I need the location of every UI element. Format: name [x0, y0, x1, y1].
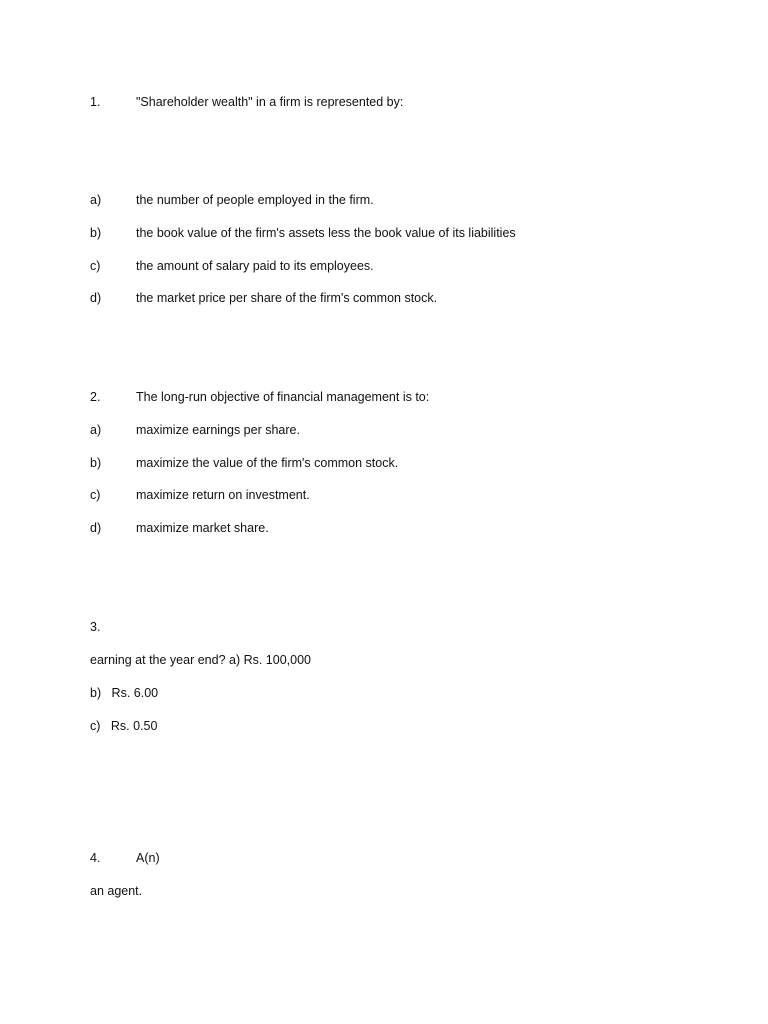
- option-2c: [90, 487, 310, 503]
- option-text: maximize earnings per share.: [136, 423, 300, 437]
- option-text: Rs. 6.00: [111, 686, 159, 700]
- option-text: the amount of salary paid to its employees.: [136, 259, 374, 273]
- option-label: d): [90, 521, 102, 535]
- option-label: a): [90, 423, 102, 437]
- option-text: the book value of the firm's assets less the book value of its liabilities: [136, 226, 516, 240]
- question-text: earning at the year end? a) Rs. 100,000: [90, 653, 311, 667]
- question-1: [90, 94, 403, 110]
- option-text: maximize return on investment.: [136, 488, 310, 502]
- question-4: [90, 850, 160, 866]
- option-1b: [90, 225, 516, 241]
- option-3c: [90, 718, 157, 734]
- question-text: A(n): [136, 851, 160, 865]
- question-text: an agent.: [90, 884, 143, 898]
- question-number: 1.: [90, 95, 101, 109]
- option-text: Rs. 0.50: [110, 719, 158, 733]
- option-label: c): [90, 488, 101, 502]
- question-3-continuation: [90, 652, 311, 668]
- option-label: b): [90, 456, 102, 470]
- option-text: maximize the value of the firm's common stock.: [136, 456, 399, 470]
- question-text: The long-run objective of financial management is to:: [136, 390, 430, 404]
- question-number: 3.: [90, 620, 101, 634]
- option-text: maximize market share.: [136, 521, 269, 535]
- question-text: "Shareholder wealth" in a firm is represented by:: [136, 95, 404, 109]
- question-number: 2.: [90, 390, 101, 404]
- option-1d: [90, 290, 437, 306]
- option-3b: [90, 685, 158, 701]
- option-1c: [90, 258, 374, 274]
- question-3: [90, 619, 136, 635]
- option-label: b): [90, 226, 102, 240]
- option-2b: [90, 455, 398, 471]
- option-label: c): [90, 719, 101, 733]
- option-label: d): [90, 291, 102, 305]
- option-2a: [90, 422, 300, 438]
- option-text: the number of people employed in the firm.: [136, 193, 374, 207]
- option-text: the market price per share of the firm's common stock.: [136, 291, 438, 305]
- option-label: c): [90, 259, 101, 273]
- option-label: a): [90, 193, 102, 207]
- option-label: b): [90, 686, 102, 700]
- question-2: [90, 389, 429, 405]
- option-1a: [90, 192, 374, 208]
- question-4-continuation: [90, 883, 142, 899]
- option-2d: [90, 520, 269, 536]
- question-number: 4.: [90, 851, 101, 865]
